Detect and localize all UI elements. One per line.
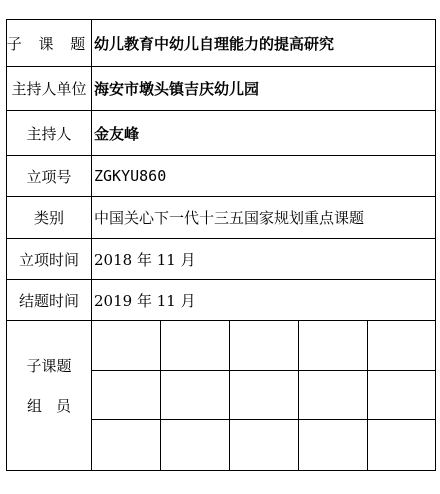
- member-cell[interactable]: [92, 420, 161, 470]
- row-host: [7, 111, 435, 156]
- member-cell[interactable]: [299, 321, 368, 371]
- member-cell[interactable]: [230, 371, 299, 421]
- label-host: 主持人: [7, 111, 92, 155]
- value-subtopic: 幼儿教育中幼儿自理能力的提高研究: [94, 34, 335, 53]
- value-approval-date: 2018 年 11 月: [94, 250, 196, 269]
- member-cell[interactable]: [161, 420, 230, 470]
- row-project-number: [7, 156, 435, 197]
- member-cell[interactable]: [92, 371, 161, 421]
- member-cell[interactable]: [299, 420, 368, 470]
- member-cell[interactable]: [368, 321, 435, 371]
- row-host-unit: [7, 67, 435, 111]
- label-category: 类别: [7, 197, 92, 238]
- members-label: [7, 321, 92, 470]
- member-cell[interactable]: [368, 371, 435, 421]
- label-project-number: 立项号: [7, 156, 92, 196]
- member-cell[interactable]: [230, 420, 299, 470]
- row-approval-date: [7, 239, 435, 280]
- members-grid: [92, 321, 435, 470]
- project-info-form: [6, 19, 436, 471]
- member-cell[interactable]: [230, 321, 299, 371]
- value-host-unit: 海安市墩头镇吉庆幼儿园: [94, 80, 260, 98]
- value-category: 中国关心下一代十三五国家规划重点课题: [94, 209, 365, 227]
- member-cell[interactable]: [92, 321, 161, 371]
- label-subtopic: 子 课 题: [7, 20, 92, 66]
- label-completion-date: 结题时间: [7, 280, 92, 320]
- value-completion-date: 2019 年 11 月: [94, 291, 196, 310]
- member-cell[interactable]: [161, 321, 230, 371]
- value-host: 金友峰: [94, 124, 140, 143]
- member-cell[interactable]: [161, 371, 230, 421]
- members-label-line2: 组员: [26, 397, 85, 415]
- label-approval-date: 立项时间: [7, 239, 92, 279]
- row-category: [7, 197, 435, 239]
- row-subtopic: [7, 20, 435, 67]
- member-cell[interactable]: [299, 371, 368, 421]
- row-completion-date: [7, 280, 435, 321]
- member-cell[interactable]: [368, 420, 435, 470]
- members-label-line1: 子课题: [26, 357, 72, 375]
- label-host-unit: 主持人单位: [7, 67, 92, 110]
- members-section: [7, 321, 435, 470]
- value-project-number: ZGKYU860: [94, 167, 167, 185]
